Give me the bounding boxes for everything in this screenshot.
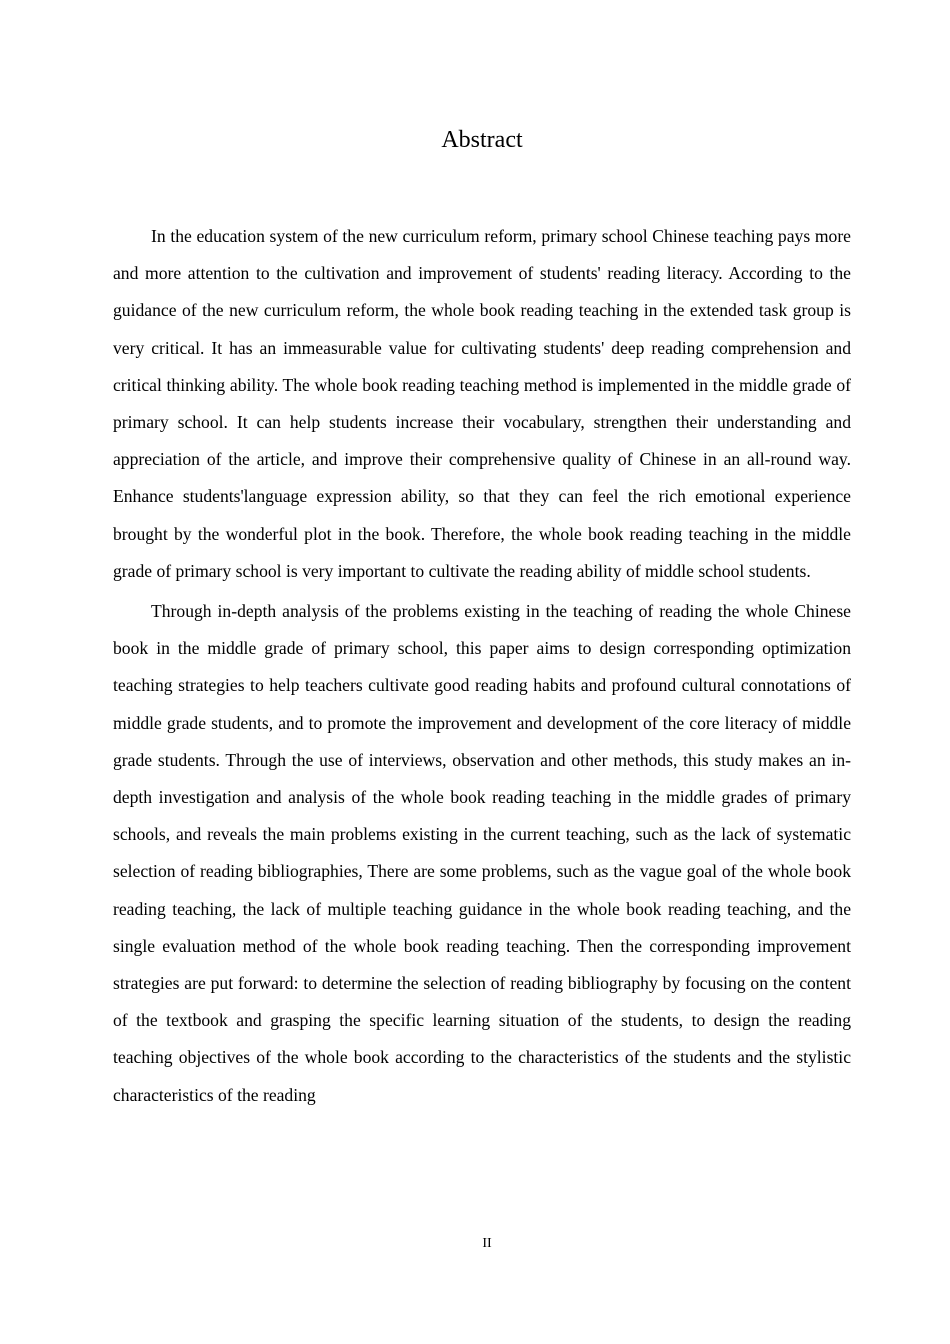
abstract-body [113,218,851,1114]
abstract-paragraph-2: Through in-depth analysis of the problems existing in the teaching of reading the whole Chinese book in the middle grade of primary school, this paper aims to design corresponding optimization teaching strategies to help teachers cultivate good reading habits and profound cultural connotations of middle grade students, and to promote the improvement and development of the core literacy of middle grade students. Through the use of interviews, observation and other methods, this study makes an in-depth investigation and analysis of the whole book reading teaching in the middle grades of primary schools, and reveals the main problems existing in the current teaching, such as the lack of systematic selection of reading bibliographies, There are some problems, such as the vague goal of the whole book reading teaching, the lack of multiple teaching guidance in the whole book reading teaching, and the single evaluation method of the whole book reading teaching. Then the corresponding improvement strategies are put forward: to determine the selection of reading bibliography by focusing on the content of the textbook and grasping the specific learning situation of the students, to design the reading teaching objectives of the whole book according to the characteristics of the students and the stylistic characteristics of the reading [113,601,851,1105]
abstract-paragraph-1: In the education system of the new curriculum reform, primary school Chinese teaching pays more and more attention to the cultivation and improvement of students' reading literacy. According to the guidance of the new curriculum reform, the whole book reading teaching in the extended task group is very critical. It has an immeasurable value for cultivating students' deep reading comprehension and critical thinking ability. The whole book reading teaching method is implemented in the middle grade of primary school. It can help students increase their vocabulary, strengthen their understanding and appreciation of the article, and improve their comprehensive quality of Chinese in an all-round way. Enhance students'language expression ability, so that they can feel the rich emotional experience brought by the wonderful plot in the book. Therefore, the whole book reading teaching in the middle grade of primary school is very important to cultivate the reading ability of middle school students. [113,226,851,581]
page-number: II [482,1236,492,1251]
page-title: Abstract [441,127,523,153]
